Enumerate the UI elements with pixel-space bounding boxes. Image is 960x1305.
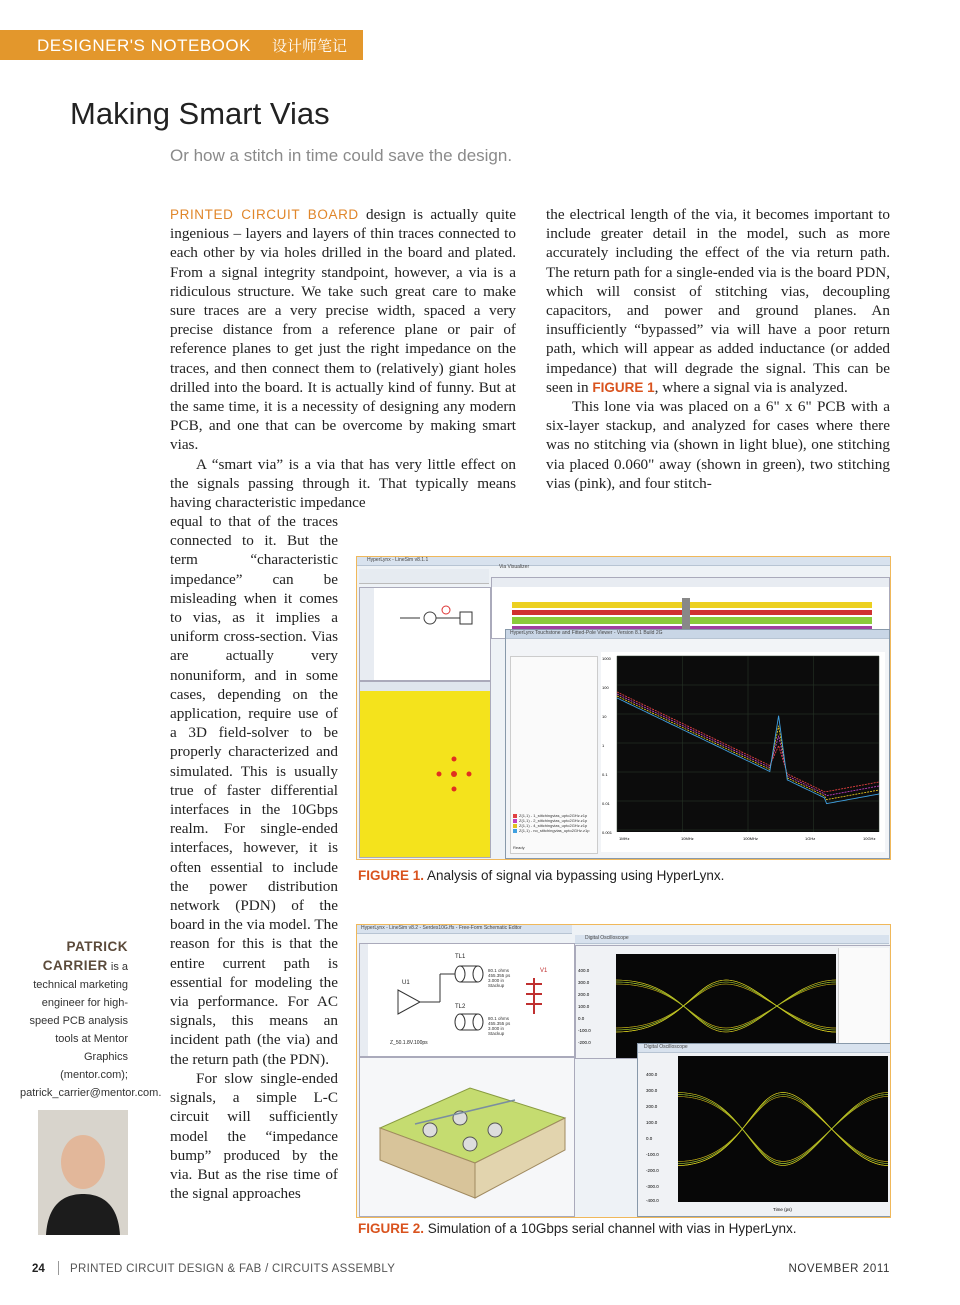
viewer-title: HyperLynx Touchstone and Fitted-Pole Viewer - Version 8.1 Build 2G bbox=[510, 630, 663, 636]
scope-1-controls[interactable] bbox=[838, 948, 889, 1054]
pdn-editor-board bbox=[359, 681, 491, 858]
legend-label: Z(1,1) - no_stitchingvias_upto2GHz.z1p bbox=[519, 828, 590, 833]
stitching-via-top bbox=[452, 757, 457, 762]
figure-1-titlebar bbox=[357, 557, 890, 566]
article-column-1-narrow bbox=[170, 512, 338, 1203]
figure-2-screenshot bbox=[356, 924, 891, 1218]
y-tick: 0.001 bbox=[602, 830, 613, 835]
via-symbol-red bbox=[442, 606, 450, 614]
impedance-plot bbox=[601, 652, 885, 852]
section-tab bbox=[0, 30, 363, 60]
scope-window-2 bbox=[637, 1043, 891, 1217]
scope-title: Digital Oscilloscope bbox=[585, 935, 629, 941]
via-symbol bbox=[424, 612, 436, 624]
eye2-tick: 400.0 bbox=[646, 1072, 658, 1077]
figure-1-reference[interactable]: FIGURE 1 bbox=[592, 379, 655, 395]
y-tick: 0.1 bbox=[602, 772, 608, 777]
legend-label: Z(1,1) - 2_stitchingvias_upto2GHz.z1p bbox=[519, 818, 588, 823]
eye2-plot-area bbox=[678, 1056, 888, 1202]
author-bio bbox=[20, 938, 162, 1102]
x-tick: 10MHz bbox=[681, 836, 694, 841]
legend-swatch bbox=[513, 824, 517, 828]
eye2-tick: 100.0 bbox=[646, 1120, 658, 1125]
schematic-toolbox bbox=[360, 588, 374, 680]
eye2-tick: -300.0 bbox=[646, 1184, 659, 1189]
article-title: Making Smart Vias bbox=[70, 96, 330, 131]
eye2-tick: -200.0 bbox=[646, 1168, 659, 1173]
eye2-tick: -100.0 bbox=[646, 1152, 659, 1157]
legend-swatch bbox=[513, 814, 517, 818]
plane-top bbox=[512, 602, 872, 608]
scope-window-1 bbox=[575, 945, 891, 1059]
plane-ground bbox=[512, 617, 872, 624]
schematic-title: HyperLynx - LineSim v8.2 - Serdes10G.ffs - Free-Form Schematic Editor bbox=[361, 925, 522, 931]
x-tick: 1MHz bbox=[619, 836, 630, 841]
paragraph-2: A “smart via” is a via that has very little effect on the signals passing through it. That typically means having characteristic impedance bbox=[170, 455, 516, 512]
footer-divider bbox=[58, 1261, 59, 1275]
figure-2-label: FIGURE 2. bbox=[358, 1221, 425, 1236]
eye-tick: 400.0 bbox=[578, 968, 590, 973]
schematic-drawing bbox=[360, 588, 490, 680]
page-number: 24 bbox=[32, 1263, 45, 1275]
via-3d bbox=[463, 1137, 477, 1151]
eye-tick: -200.0 bbox=[578, 1040, 591, 1045]
eye2-tick: 0.0 bbox=[646, 1136, 653, 1141]
time-axis-label: Time (ps) bbox=[773, 1207, 792, 1212]
legend-swatch bbox=[513, 819, 517, 823]
fig2-3d-view bbox=[359, 1057, 575, 1217]
eye-tick: 300.0 bbox=[578, 980, 590, 985]
touchstone-viewer-window bbox=[505, 629, 890, 859]
paragraph-1-text: design is actually quite ingenious – layers and layers of thin traces connected to each other by via holes drilled in the board and plated. From a signal integrity standpoint, however, a via is a ridiculous structure. We take such great care to make sure traces are a very precise width, spaced a very precise distance from a reference plane or pair of reference planes to get just the right impedance on the traces, and then connect them to (relatively) giant holes drilled into the board. It is actually kind of funny. But at the same time, it is a necessity of designing any modern PCB, and one that can be overcome by making smart vias. bbox=[170, 206, 516, 454]
paragraph-4-text-b: , where a signal via is analyzed. bbox=[654, 378, 848, 396]
author-last-name: CARRIER bbox=[42, 958, 108, 973]
lead-in: PRINTED CIRCUIT BOARD bbox=[170, 207, 359, 222]
article-column-1 bbox=[170, 205, 516, 512]
pdn-editor-toolbar bbox=[360, 682, 490, 691]
article-column-2 bbox=[546, 205, 890, 493]
eye-tick: -100.0 bbox=[578, 1028, 591, 1033]
v1-via-stack bbox=[526, 968, 548, 1014]
legend-label: Z(1,1) - 1_stitchingvias_upto2GHz.z1p bbox=[519, 813, 588, 818]
y-tick: 10 bbox=[602, 714, 607, 719]
eye2-tick: -400.0 bbox=[646, 1198, 659, 1203]
x-tick: 1GHz bbox=[805, 836, 816, 841]
eye2-tick: 300.0 bbox=[646, 1088, 658, 1093]
eye-tick: 100.0 bbox=[578, 1004, 590, 1009]
eye2-ticks bbox=[646, 1072, 659, 1203]
eye-tick: 200.0 bbox=[578, 992, 590, 997]
author-first-name: PATRICK bbox=[66, 939, 128, 954]
signal-via bbox=[451, 771, 457, 777]
stitching-via-right bbox=[467, 772, 472, 777]
y-tick: 100 bbox=[602, 685, 609, 690]
paragraph-2-continued: equal to that of the traces connected to it. But the term “characteristic impedance” can be misleading when it comes to vias, as it implies a uniform cross-section. Vias are actually very nonuniform, and in some cases, depending on the application, require use of a 3D field-solver to be properly characterized and simulated. This is usually true of faster differential interfaces in the 10Gbps realm. For single-ended interfaces, however, it is often essential to include the power distribution network (PDN) of the board in the via model. The reason for this is that the entire current path is essential for modeling the via performance. For AC signals, this means an incident path (the via) and the return path (the PDN). bbox=[170, 513, 338, 1068]
eye2-tick: 200.0 bbox=[646, 1104, 658, 1109]
figure-1-caption-text: Analysis of signal via bypassing using HyperLynx. bbox=[424, 868, 725, 883]
figure-2-caption-text: Simulation of a 10Gbps serial channel with vias in HyperLynx. bbox=[424, 1221, 797, 1236]
author-photo bbox=[38, 1110, 128, 1235]
legend-label: Z(1,1) - 4_stitchingvias_upto2GHz.z1p bbox=[519, 823, 588, 828]
x-tick: 100MHz bbox=[743, 836, 758, 841]
x-tick: 10GHz bbox=[863, 836, 876, 841]
tl2-symbol-end bbox=[473, 1014, 483, 1030]
stitching-via-bottom bbox=[452, 787, 457, 792]
u1-label: U1 bbox=[402, 980, 410, 986]
fig2-schematic-drawing bbox=[360, 944, 574, 1056]
eye-diagram-2 bbox=[638, 1056, 888, 1214]
pdn-via-drawing bbox=[360, 682, 490, 857]
source-label: Z_50.1.8V.100ps bbox=[390, 1040, 428, 1046]
y-tick: 0.01 bbox=[602, 801, 610, 806]
board-3d-drawing bbox=[360, 1058, 574, 1216]
v1-label: V1 bbox=[540, 968, 548, 974]
fig2-toolbox bbox=[360, 944, 368, 1056]
tl1-params: 80.1 ohms 455.355 ps 3.000 in Stackup bbox=[488, 968, 511, 988]
legend-item[interactable] bbox=[513, 828, 595, 833]
schematic-component bbox=[460, 612, 472, 624]
section-label: DESIGNER'S NOTEBOOK bbox=[37, 36, 251, 55]
y-tick: 1000 bbox=[602, 656, 611, 661]
photo-face bbox=[61, 1135, 105, 1189]
tl1-symbol bbox=[455, 966, 465, 982]
stitching-via-left bbox=[437, 772, 442, 777]
figure-1-screenshot bbox=[356, 556, 891, 860]
viewer-status: Ready bbox=[513, 845, 525, 850]
paragraph-4 bbox=[546, 205, 890, 397]
schematic-panel bbox=[359, 587, 491, 681]
figure-1-window-title: HyperLynx - LineSim v8.1.1 bbox=[367, 557, 429, 563]
paragraph-1 bbox=[170, 205, 516, 455]
publication-name: PRINTED CIRCUIT DESIGN & FAB / CIRCUITS ASSEMBLY bbox=[70, 1263, 396, 1275]
figure-1-label: FIGURE 1. bbox=[358, 868, 425, 883]
figure-1-toolbar bbox=[359, 569, 489, 584]
section-label-zh: 设计师笔记 bbox=[272, 37, 348, 55]
author-bio-text: is a technical marketing engineer for high-speed PCB analysis tools at Mentor Graphics (mentor.com); patrick_carrier@mentor.com. bbox=[20, 961, 162, 1099]
figure-1-caption bbox=[358, 868, 724, 883]
via-visualizer-title: Via Visualizer bbox=[499, 564, 530, 570]
issue-date: NOVEMBER 2011 bbox=[788, 1263, 890, 1275]
eye-tick: 0.0 bbox=[578, 1016, 585, 1021]
tl2-label: TL2 bbox=[455, 1004, 466, 1010]
via-3d bbox=[423, 1123, 437, 1137]
viewer-legend bbox=[513, 813, 595, 833]
via-3d bbox=[488, 1123, 502, 1137]
figure-2-caption bbox=[358, 1221, 796, 1236]
via-visualizer-toolbar bbox=[492, 578, 889, 587]
viewer-options-panel bbox=[510, 656, 598, 854]
paragraph-4-text-a: the electrical length of the via, it becomes important to include greater detail in the model, such as more accurately including the effect of the via return path. The return path for a single-ended via is the board PDN, which will consist of stitching vias, decoupling capacitors, and power and ground planes. An insufficiently “bypassed” via will have a poor return path, which will appear as added inductance (or added impedance) that will degrade the signal. This can be seen in bbox=[546, 206, 890, 396]
y-tick: 1 bbox=[602, 743, 605, 748]
legend-swatch bbox=[513, 829, 517, 833]
tl2-symbol bbox=[455, 1014, 465, 1030]
article-subtitle: Or how a stitch in time could save the design. bbox=[170, 146, 513, 165]
tl2-params: 80.1 ohms 455.355 ps 3.000 in Stackup bbox=[488, 1016, 511, 1036]
tl1-symbol-end bbox=[473, 966, 483, 982]
driver-symbol bbox=[398, 990, 420, 1014]
scope-2-title: Digital Oscilloscope bbox=[644, 1044, 688, 1050]
plane-power bbox=[512, 610, 872, 615]
tl1-label: TL1 bbox=[455, 954, 466, 960]
paragraph-3: For slow single-ended signals, a simple L-C circuit will sufficiently model the “impedance bump” produced by the via. But as the rise time of the signal approaches bbox=[170, 1069, 338, 1203]
paragraph-5: This lone via was placed on a 6" x 6" PCB with a six-layer stackup, and analyzed for cases where there was no stitching via (shown in light blue), one stitching via placed 0.060" away (shown in green), two stitching vias (pink), and four stitch- bbox=[546, 398, 890, 492]
eye1-ticks bbox=[578, 968, 591, 1045]
fig2-schematic-panel bbox=[359, 943, 575, 1057]
